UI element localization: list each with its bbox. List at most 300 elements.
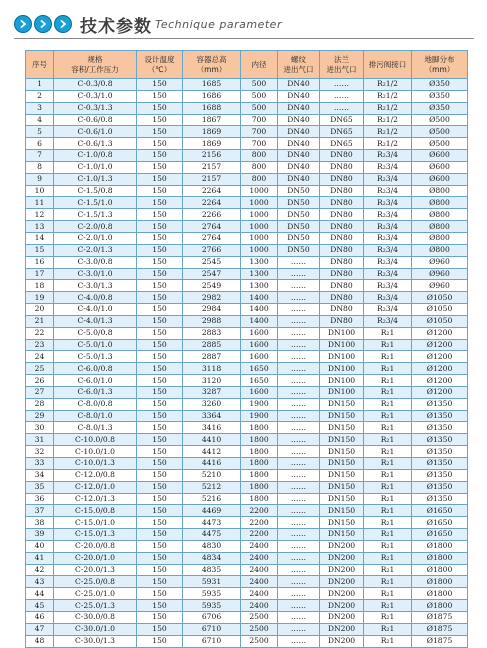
- table-cell: R₂1/2: [364, 90, 412, 102]
- table-cell: R₂1: [364, 600, 412, 612]
- table-cell: 800: [241, 173, 278, 185]
- table-cell: Ø350: [412, 79, 468, 91]
- table-cell: DN80: [320, 185, 364, 197]
- table-cell: 38: [26, 517, 54, 529]
- table-cell: 1400: [241, 315, 278, 327]
- table-cell: DN150: [320, 469, 364, 481]
- table-cell: 150: [137, 304, 183, 316]
- table-cell: 1000: [241, 185, 278, 197]
- table-cell: Ø350: [412, 102, 468, 114]
- table-cell: 2266: [183, 209, 241, 221]
- table-cell: DN80: [320, 232, 364, 244]
- table-cell: 700: [241, 138, 278, 150]
- table-cell: 1: [26, 79, 54, 91]
- table-cell: 150: [137, 410, 183, 422]
- table-cell: Ø1650: [412, 529, 468, 541]
- table-cell: Ø1050: [412, 315, 468, 327]
- table-cell: 2400: [241, 540, 278, 552]
- table-cell: Ø800: [412, 221, 468, 233]
- table-row: [26, 161, 468, 173]
- table-cell: 33: [26, 458, 54, 470]
- table-cell: DN50: [278, 209, 320, 221]
- table-row: [26, 79, 468, 91]
- table-cell: ……: [278, 588, 320, 600]
- table-row: [26, 434, 468, 446]
- table-cell: R₂3/4: [364, 256, 412, 268]
- table-cell: 5212: [183, 481, 241, 493]
- table-cell: 150: [137, 138, 183, 150]
- table-cell: R₂1: [364, 505, 412, 517]
- table-cell: C-6.0/1.3: [54, 386, 137, 398]
- table-cell: DN40: [278, 138, 320, 150]
- table-cell: C-8.0/1.3: [54, 422, 137, 434]
- table-cell: 1800: [241, 446, 278, 458]
- table-cell: R₂3/4: [364, 232, 412, 244]
- table-cell: C-12.0/1.3: [54, 493, 137, 505]
- table-cell: 1600: [241, 327, 278, 339]
- table-cell: 2157: [183, 161, 241, 173]
- table-cell: Ø1200: [412, 375, 468, 387]
- table-cell: 150: [137, 256, 183, 268]
- table-cell: R₂1: [364, 552, 412, 564]
- table-cell: Ø800: [412, 209, 468, 221]
- table-cell: 2547: [183, 268, 241, 280]
- column-header: 螺纹 进出气口: [278, 51, 320, 79]
- table-cell: 5935: [183, 600, 241, 612]
- table-cell: Ø600: [412, 173, 468, 185]
- table-cell: 150: [137, 244, 183, 256]
- table-cell: R₂1: [364, 529, 412, 541]
- table-row: [26, 481, 468, 493]
- table-cell: 150: [137, 280, 183, 292]
- table-cell: DN50: [278, 221, 320, 233]
- table-cell: C-5.0/0.8: [54, 327, 137, 339]
- table-cell: DN40: [278, 161, 320, 173]
- table-cell: 1800: [241, 434, 278, 446]
- table-cell: R₂1: [364, 564, 412, 576]
- table-cell: Ø1200: [412, 351, 468, 363]
- table-cell: 4412: [183, 446, 241, 458]
- chevron-right-icon: [14, 15, 32, 33]
- table-cell: 150: [137, 588, 183, 600]
- table-row: [26, 623, 468, 635]
- table-cell: 4830: [183, 540, 241, 552]
- table-cell: Ø1350: [412, 469, 468, 481]
- table-cell: 150: [137, 552, 183, 564]
- table-cell: 1800: [241, 469, 278, 481]
- table-cell: 150: [137, 446, 183, 458]
- table-cell: R₂1: [364, 588, 412, 600]
- table-cell: R₂3/4: [364, 221, 412, 233]
- page-title: 技术参数: [80, 16, 152, 37]
- table-cell: C-1.5/1.0: [54, 197, 137, 209]
- table-cell: ……: [278, 386, 320, 398]
- table-cell: 150: [137, 540, 183, 552]
- table-cell: C-8.0/0.8: [54, 398, 137, 410]
- table-cell: 1300: [241, 256, 278, 268]
- table-cell: DN80: [320, 221, 364, 233]
- table-cell: R₂1/2: [364, 138, 412, 150]
- table-row: [26, 114, 468, 126]
- table-row: [26, 351, 468, 363]
- table-cell: Ø1800: [412, 588, 468, 600]
- table-cell: DN100: [320, 327, 364, 339]
- table-cell: Ø960: [412, 256, 468, 268]
- table-cell: DN40: [278, 102, 320, 114]
- table-cell: C-1.0/1.0: [54, 161, 137, 173]
- table-row: [26, 576, 468, 588]
- table-cell: R₂3/4: [364, 244, 412, 256]
- table-row: [26, 150, 468, 162]
- table-cell: 2200: [241, 517, 278, 529]
- table-cell: 1650: [241, 363, 278, 375]
- table-cell: C-3.0/0.8: [54, 256, 137, 268]
- table-cell: DN65: [320, 114, 364, 126]
- table-cell: R₂3/4: [364, 161, 412, 173]
- table-cell: 800: [241, 150, 278, 162]
- table-row: [26, 505, 468, 517]
- table-cell: 1800: [241, 422, 278, 434]
- table-cell: C-2.0/1.3: [54, 244, 137, 256]
- table-cell: 1800: [241, 493, 278, 505]
- table-cell: 4475: [183, 529, 241, 541]
- table-cell: R₂1: [364, 540, 412, 552]
- table-row: [26, 126, 468, 138]
- table-cell: 150: [137, 161, 183, 173]
- table-cell: C-20.0/1.0: [54, 552, 137, 564]
- table-cell: 32: [26, 446, 54, 458]
- table-cell: R₂3/4: [364, 150, 412, 162]
- table-cell: C-5.0/1.3: [54, 351, 137, 363]
- table-cell: 4473: [183, 517, 241, 529]
- table-cell: 500: [241, 102, 278, 114]
- table-cell: 150: [137, 232, 183, 244]
- table-cell: ……: [278, 446, 320, 458]
- table-row: [26, 197, 468, 209]
- table-cell: R₂3/4: [364, 209, 412, 221]
- table-cell: 150: [137, 635, 183, 647]
- table-cell: 47: [26, 623, 54, 635]
- column-header: 设计温度 （℃）: [137, 51, 183, 79]
- table-cell: C-4.0/0.8: [54, 292, 137, 304]
- table-row: [26, 268, 468, 280]
- table-cell: 2156: [183, 150, 241, 162]
- table-cell: Ø600: [412, 150, 468, 162]
- table-cell: 1600: [241, 351, 278, 363]
- table-row: [26, 327, 468, 339]
- table-cell: DN40: [278, 126, 320, 138]
- table-cell: R₂1: [364, 458, 412, 470]
- table-cell: DN150: [320, 434, 364, 446]
- table-cell: R₂3/4: [364, 197, 412, 209]
- chevron-right-icon: [34, 15, 52, 33]
- column-header: 容器总高 （mm）: [183, 51, 241, 79]
- table-cell: ……: [278, 540, 320, 552]
- table-cell: DN65: [320, 138, 364, 150]
- table-cell: 9: [26, 173, 54, 185]
- table-cell: Ø1875: [412, 623, 468, 635]
- table-cell: 28: [26, 398, 54, 410]
- column-header: 内径: [241, 51, 278, 79]
- table-cell: 2988: [183, 315, 241, 327]
- table-cell: ……: [278, 256, 320, 268]
- table-cell: 150: [137, 90, 183, 102]
- table-cell: DN40: [278, 79, 320, 91]
- table-cell: ……: [278, 398, 320, 410]
- table-cell: 1000: [241, 232, 278, 244]
- table-cell: 1800: [241, 481, 278, 493]
- table-cell: ……: [278, 635, 320, 647]
- table-cell: 40: [26, 540, 54, 552]
- table-cell: 150: [137, 600, 183, 612]
- table-cell: 1300: [241, 280, 278, 292]
- table-cell: Ø1875: [412, 635, 468, 647]
- table-cell: 1900: [241, 410, 278, 422]
- table-cell: DN50: [278, 244, 320, 256]
- table-cell: C-3.0/1.3: [54, 280, 137, 292]
- table-cell: 4834: [183, 552, 241, 564]
- table-cell: DN80: [320, 244, 364, 256]
- table-cell: 3118: [183, 363, 241, 375]
- table-cell: Ø1350: [412, 398, 468, 410]
- table-cell: Ø1350: [412, 422, 468, 434]
- table-cell: 2400: [241, 552, 278, 564]
- table-cell: 150: [137, 114, 183, 126]
- table-cell: 2764: [183, 221, 241, 233]
- table-cell: DN100: [320, 351, 364, 363]
- table-row: [26, 446, 468, 458]
- table-cell: DN40: [278, 90, 320, 102]
- table-cell: Ø1800: [412, 540, 468, 552]
- table-cell: ……: [320, 79, 364, 91]
- table-cell: 18: [26, 280, 54, 292]
- table-cell: 150: [137, 268, 183, 280]
- table-cell: C-0.3/1.3: [54, 102, 137, 114]
- table-cell: Ø1350: [412, 493, 468, 505]
- table-cell: 150: [137, 481, 183, 493]
- table-cell: 150: [137, 529, 183, 541]
- table-cell: Ø1200: [412, 386, 468, 398]
- table-cell: 25: [26, 363, 54, 375]
- table-cell: DN100: [320, 363, 364, 375]
- table-cell: 1867: [183, 114, 241, 126]
- table-cell: 13: [26, 221, 54, 233]
- table-cell: DN200: [320, 611, 364, 623]
- table-cell: Ø1050: [412, 292, 468, 304]
- table-cell: Ø800: [412, 244, 468, 256]
- table-row: [26, 458, 468, 470]
- table-cell: Ø1350: [412, 410, 468, 422]
- table-cell: C-15.0/1.3: [54, 529, 137, 541]
- table-cell: Ø800: [412, 197, 468, 209]
- table-cell: 36: [26, 493, 54, 505]
- table-cell: Ø1800: [412, 564, 468, 576]
- spec-table: [25, 50, 468, 648]
- table-cell: ……: [278, 481, 320, 493]
- table-cell: 1685: [183, 79, 241, 91]
- table-cell: C-12.0/1.0: [54, 481, 137, 493]
- table-cell: 23: [26, 339, 54, 351]
- table-cell: 150: [137, 185, 183, 197]
- table-cell: DN80: [320, 161, 364, 173]
- table-cell: 800: [241, 161, 278, 173]
- table-cell: R₂3/4: [364, 185, 412, 197]
- table-cell: DN80: [320, 256, 364, 268]
- table-cell: 26: [26, 375, 54, 387]
- table-cell: ……: [278, 434, 320, 446]
- table-row: [26, 564, 468, 576]
- table-cell: DN200: [320, 635, 364, 647]
- table-cell: 1650: [241, 375, 278, 387]
- table-cell: 2982: [183, 292, 241, 304]
- table-cell: 150: [137, 422, 183, 434]
- table-cell: DN200: [320, 540, 364, 552]
- table-cell: ……: [278, 469, 320, 481]
- table-row: [26, 386, 468, 398]
- table-cell: Ø500: [412, 114, 468, 126]
- table-cell: DN80: [320, 280, 364, 292]
- table-cell: 2887: [183, 351, 241, 363]
- table-cell: R₂1: [364, 410, 412, 422]
- table-cell: 2766: [183, 244, 241, 256]
- chevron-right-icon: [54, 15, 72, 33]
- table-cell: R₂1: [364, 611, 412, 623]
- table-cell: ……: [278, 375, 320, 387]
- table-cell: Ø1350: [412, 434, 468, 446]
- table-cell: DN200: [320, 600, 364, 612]
- table-cell: R₂3/4: [364, 268, 412, 280]
- table-cell: 1000: [241, 209, 278, 221]
- table-cell: C-5.0/1.0: [54, 339, 137, 351]
- table-cell: 24: [26, 351, 54, 363]
- table-cell: R₂1: [364, 517, 412, 529]
- column-header: 地脚分布 （mm）: [412, 51, 468, 79]
- table-cell: 500: [241, 90, 278, 102]
- table-cell: Ø350: [412, 90, 468, 102]
- table-cell: 150: [137, 434, 183, 446]
- table-cell: DN100: [320, 386, 364, 398]
- table-row: [26, 138, 468, 150]
- table-cell: Ø500: [412, 126, 468, 138]
- table-cell: 2885: [183, 339, 241, 351]
- table-cell: 2500: [241, 623, 278, 635]
- table-cell: 2400: [241, 576, 278, 588]
- table-cell: R₂1: [364, 386, 412, 398]
- table-cell: 150: [137, 505, 183, 517]
- table-cell: 2764: [183, 232, 241, 244]
- table-cell: R₂1: [364, 493, 412, 505]
- table-cell: 1300: [241, 268, 278, 280]
- table-cell: Ø1800: [412, 600, 468, 612]
- column-header: 法兰 进出气口: [320, 51, 364, 79]
- table-cell: 150: [137, 517, 183, 529]
- table-cell: DN150: [320, 481, 364, 493]
- table-cell: 150: [137, 398, 183, 410]
- table-cell: C-10.0/1.3: [54, 458, 137, 470]
- table-cell: R₂1: [364, 635, 412, 647]
- table-cell: 150: [137, 197, 183, 209]
- table-row: [26, 221, 468, 233]
- table-cell: 1000: [241, 244, 278, 256]
- table-cell: Ø1650: [412, 505, 468, 517]
- table-cell: ……: [278, 304, 320, 316]
- table-cell: 2157: [183, 173, 241, 185]
- table-cell: R₂1: [364, 422, 412, 434]
- table-cell: ……: [278, 505, 320, 517]
- table-cell: 39: [26, 529, 54, 541]
- table-cell: Ø1050: [412, 304, 468, 316]
- table-cell: C-10.0/0.8: [54, 434, 137, 446]
- table-cell: 150: [137, 79, 183, 91]
- table-cell: Ø1350: [412, 458, 468, 470]
- table-cell: ……: [278, 327, 320, 339]
- table-cell: 150: [137, 327, 183, 339]
- table-cell: R₂1: [364, 398, 412, 410]
- table-cell: 5: [26, 126, 54, 138]
- table-cell: 19: [26, 292, 54, 304]
- table-cell: 1600: [241, 386, 278, 398]
- table-cell: ……: [278, 280, 320, 292]
- table-cell: DN80: [320, 268, 364, 280]
- table-cell: 20: [26, 304, 54, 316]
- table-row: [26, 410, 468, 422]
- table-cell: R₂1: [364, 481, 412, 493]
- table-cell: DN40: [278, 173, 320, 185]
- table-cell: Ø960: [412, 280, 468, 292]
- table-cell: DN150: [320, 446, 364, 458]
- table-cell: R₂1: [364, 469, 412, 481]
- table-row: [26, 280, 468, 292]
- table-cell: 2400: [241, 600, 278, 612]
- table-cell: 6710: [183, 623, 241, 635]
- table-cell: R₂3/4: [364, 304, 412, 316]
- table-cell: 1869: [183, 138, 241, 150]
- table-cell: C-0.3/0.8: [54, 79, 137, 91]
- table-cell: 30: [26, 422, 54, 434]
- table-cell: 4469: [183, 505, 241, 517]
- table-cell: DN80: [320, 150, 364, 162]
- table-cell: ……: [278, 600, 320, 612]
- table-cell: Ø1350: [412, 446, 468, 458]
- table-cell: 2200: [241, 505, 278, 517]
- table-cell: 2545: [183, 256, 241, 268]
- table-cell: DN150: [320, 493, 364, 505]
- table-cell: ……: [278, 493, 320, 505]
- table-cell: ……: [278, 351, 320, 363]
- table-cell: Ø500: [412, 138, 468, 150]
- table-cell: 4410: [183, 434, 241, 446]
- table-cell: C-25.0/1.3: [54, 600, 137, 612]
- table-cell: ……: [278, 564, 320, 576]
- table-cell: 2400: [241, 564, 278, 576]
- table-cell: C-10.0/1.0: [54, 446, 137, 458]
- table-cell: R₂3/4: [364, 292, 412, 304]
- table-row: [26, 339, 468, 351]
- table-cell: C-4.0/1.0: [54, 304, 137, 316]
- table-row: [26, 552, 468, 564]
- table-cell: C-8.0/1.0: [54, 410, 137, 422]
- table-cell: R₂1: [364, 446, 412, 458]
- table-cell: C-1.5/1.3: [54, 209, 137, 221]
- table-cell: C-1.0/0.8: [54, 150, 137, 162]
- table-cell: 14: [26, 232, 54, 244]
- table-cell: R₂1: [364, 576, 412, 588]
- table-cell: 3287: [183, 386, 241, 398]
- table-cell: 4835: [183, 564, 241, 576]
- table-cell: C-1.5/0.8: [54, 185, 137, 197]
- table-cell: DN150: [320, 398, 364, 410]
- table-cell: DN80: [320, 197, 364, 209]
